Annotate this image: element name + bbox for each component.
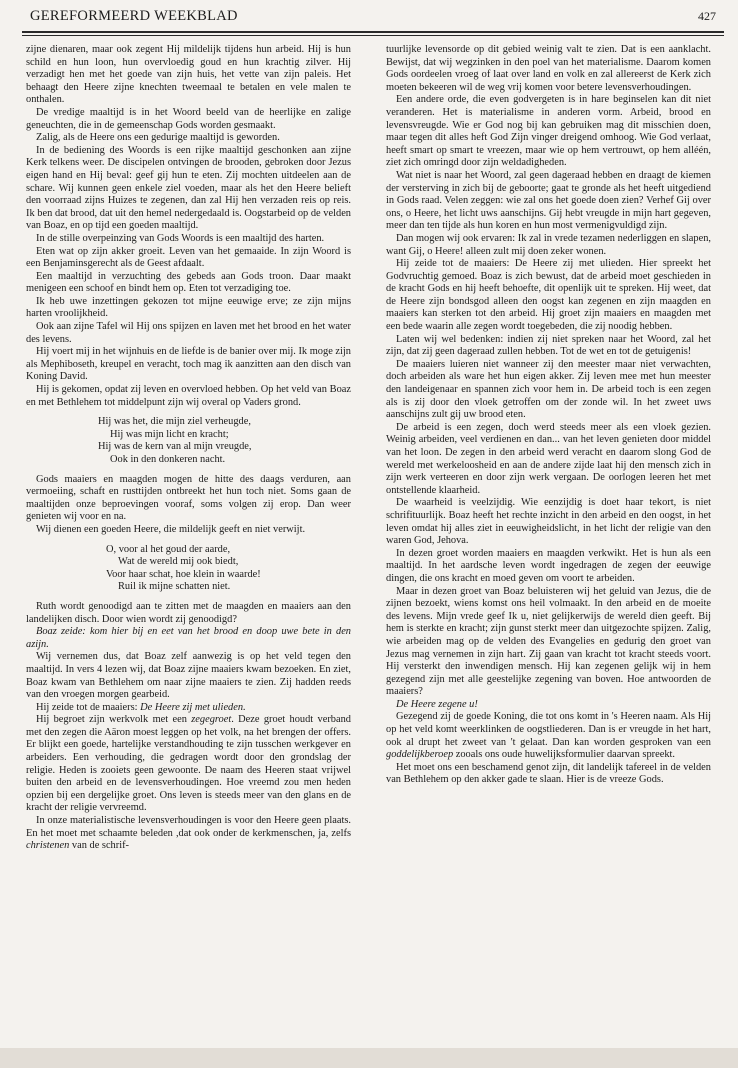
paragraph: De arbeid is een zegen, doch werd steeds meer als een vloek gezien. Weinig arbeiden, veel verdienen en dan... van het leven genieten door middel van het loon. De zegen in den arbeid werd veracht en daarom slong God de wereld met werkeloosheid en aan de andere zijde laat hij den mensch zich in zijn werk verteeren en door zijn werk vergaan. De oorlogen leeren het met ontstellende klaarheid. (386, 421, 711, 496)
text-run: Gezegend zij de goede Koning, die tot ons komt in 's Heeren naam. Als Hij op het veld komt weerklinken de oogstliederen. Dan is er vreugde in het hart, ook al drupt het zweet van 't gelaat. Dan kan worden gesproken van een (386, 711, 711, 748)
verse-line: Hij was het, die mijn ziel verheugde, (98, 416, 251, 428)
paragraph: Wij vernemen dus, dat Boaz zelf aanwezig is op het veld tegen den maaltijd. In vers 4 lezen wij, dat Boaz zijne maaiers kwam bezoeken. En ziet, Boaz kwam van Bethlehem om naar zijne maaiers te zien. Zij hadden reeds van den vroegen morgen gearbeid. (26, 651, 351, 701)
scan-bottom-edge (0, 1048, 738, 1068)
paragraph: Ruth wordt genoodigd aan te zitten met de maagden en maaiers aan den landelijken disch. Door wien wordt zij genoodigd? (26, 600, 351, 625)
paragraph: Wat niet is naar het Woord, zal geen dageraad hebben en draagt de kiemen der versterving in zich bij de geboorte; gaat te gronde als het heeft uitgediend in Gods raad. Velen zeggen: wie zal ons het goede doen zien? Verhef Gij over ons, o Heere, het licht uws aanschijns. Gij hebt vreugde in mijn hart gegeven, meer dan ten tijde als hun koren en hun most vermenigvuldigd zijn. (386, 169, 711, 232)
right-column (386, 44, 711, 787)
paragraph: Eten wat op zijn akker groeit. Leven van het gemaaide. In zijn Woord is een Benjaminsgerecht als de Geest afdaalt. (26, 245, 351, 270)
paragraph: In dezen groet worden maaiers en maagden verkwikt. Het is hun als een maaltijd. In het aardsche leven wordt ingedragen de zegen der eeuwige dingen, die ons kracht en moed geven om voort te arbeiden. (386, 547, 711, 584)
paragraph: De vredige maaltijd is in het Woord beeld van de heerlijke en zalige geneuchten, die in de gemeenschap Gods worden gesmaakt. (26, 106, 351, 131)
paragraph (26, 815, 351, 853)
paragraph: De maaiers luieren niet wanneer zij den meester maar niet verwachten, doch arbeiden als ware het hun eigen akker. Zij leven mee met hun meester den landeigenaar en spannen zich voor hem in. De arbeid toch is een zegen als is zij door den vloek getroffen om der zonde wil. In het zweet uws aanschijns zult gij uw brood eten. (386, 358, 711, 421)
scripture-quote: De Heere zij met ulieden. (140, 701, 246, 713)
verse-stanza-1 (98, 416, 351, 466)
paragraph: Laten wij wel bedenken: indien zij niet spreken naar het Woord, zal het zijn, dat zij geen dageraad zullen hebben. Tot de wet en tot de getuigenis! (386, 333, 711, 358)
paragraph-italic (386, 699, 711, 712)
paragraph (26, 702, 351, 715)
header-rule-thin (22, 35, 724, 36)
running-header (20, 6, 720, 28)
paragraph: Het moet ons een beschamend genot zijn, dit landelijk tafereel in de velden van Bethlehem op den akker gade te slaan. Hier is de vreeze Gods. (386, 761, 711, 786)
paragraph: Een andere orde, die even godvergeten is in hare beginselen kan dit niet veranderen. Het is materialisme in anderen vorm. Arbeid, brood en levensvreugde. Wie er God nog bij kan gebruiken mag dit misschien doen, maar tegen dit alles heft God Zijn vinger dreigend omhoog. Wie God verlaat, heeft smart op smart te vreezen, maar wie op hem vertrouwt, op hem alléén, ziet zich omringd door zijn weldadigheden. (386, 94, 711, 169)
text-run: In onze materialistische levensverhoudingen is voor den Heere geen plaats. En het moet met schaamte beleden ,dat ook onder de kerkmenschen, ja, zelfs (26, 815, 351, 839)
verse-line: Ruil ik mijne schatten niet. (118, 581, 231, 593)
verse-line: Wat de wereld mij ook biedt, (118, 556, 239, 568)
paragraph: Hij is gekomen, opdat zij leven en overvloed hebben. Op het veld van Boaz en met Bethlehem tot middelpunt zijn wij overal op Vaders grond. (26, 384, 351, 408)
emphasis: goddelijkberoep (386, 749, 454, 761)
paragraph: Maar in dezen groet van Boaz beluisteren wij het geluid van Jezus, die de zijnen bezoekt, wiens komst ons heil volmaakt. In den arbeid en de moeite des levens. Mijn vrede geef Ik u, niet gelijkerwijs de wereld dien geeft. Bij hem is sterkte en kracht; zijn gunst sterkt meer dan uitgezochte spijzen. Zalig, wie arbeiden mag op de velden des Evangelies en gedurig den groet van Jezus mag vernemen in zijn hart. Zij gaan van kracht tot kracht steeds voort. Hij versterkt den inwendigen mensch. Hij kan zegenen gelijk wij in hem gezegend zijn met alle geestelijke zegening van boven. Hoe antwoorden de maaiers? (386, 585, 711, 698)
verse-line: Voor haar schat, hoe klein in waarde! (106, 568, 261, 580)
text-run: Hij zeide tot de maaiers: (36, 701, 141, 713)
paragraph: In de stille overpeinzing van Gods Woords is een maaltijd des harten. (36, 232, 325, 244)
scripture-quote: Boaz zeide: kom hier bij en eet van het brood en doop uwe bete in den azijn. (26, 626, 351, 650)
left-column (26, 44, 351, 853)
paragraph: In de bediening des Woords is een rijke maaltijd geschonken aan zijne Kerk telkens weer. De discipelen ontvingen de brooden, gebroken door Jezus eigen hand en Hij beval: geef gij hun te eten. Zij mochten uitdeelen aan de schare. Wij kunnen geen enkele ziel voeden, maar als het den Heere belieft den voorraad zijns Huizes te zegenen, dan zal Hij hen verzaden reis op reis. Ik ben dat brood, dat uit den hemel nedergedaald is. Oogstarbeid op de velden van Boaz, en op tijd een goeden maaltijd. (26, 144, 351, 232)
paragraph: tuurlijke levensorde op dit gebied weinig valt te zien. Dat is een aanklacht. Bewijst, dat wij wegzinken in den poel van het materialisme. Daarom komen Gods oordeelen vroeg of laat over land en volk en zal allereerst de Kerk zich moeten bekeeren wil de weg vrij komen voor betere levensverhoudingen. (386, 44, 711, 93)
journal-title: GEREFORMEERD WEEKBLAD (30, 8, 238, 24)
text-run: . Deze groet houdt verband met den zegen die Aäron moest leggen op het volk, na het brengen der offers. Er blijkt een goede, hartelijke verstandhouding te zijn tusschen werkgever en arbeiders. Een verhouding, die gedragen wordt door den grondslag der religie. Heden is zooiets geen gewoonte. De naam des Heeren staat vrijwel buiten den arbeid en de levensverhoudingen. Hoe vreemd zou men heden opzien bij een dergelijke groet. Ons leven is steeds meer van den glans en de kracht der religie vervreemd. (26, 714, 351, 814)
paragraph: De waarheid is veelzijdig. Wie eenzijdig is doet haar tekort, is niet schrifituurlijk. Boaz heeft het rechte inzicht in den arbeid en den oogst, in het leven omdat hij alles ziet in eeuwigheidslicht, in het licht der religie van den waren God, Jehova. (386, 497, 711, 547)
verse-line: Hij was de kern van al mijn vreugde, (98, 441, 252, 453)
verse-stanza-2 (106, 544, 351, 594)
paragraph: Dan mogen wij ook ervaren: Ik zal in vrede tezamen nederliggen en slapen, want Gij, o Heere! alleen zult mij doen zeker wonen. (386, 232, 711, 257)
paragraph: Een maaltijd in verzuchting des gebeds aan Gods troon. Daar maakt menigeen een schoof en bindt hem op. Eten tot verzadiging toe. (26, 270, 351, 295)
verse-line: Hij was mijn licht en kracht; (110, 428, 229, 440)
paragraph: Wij dienen een goeden Heere, die mildelijk geeft en niet verwijt. (36, 523, 306, 535)
text-run: Hij begroet zijn werkvolk met een (36, 714, 192, 726)
paragraph: Gods maaiers en maagden mogen de hitte des daags verduren, aan vermoeiing, schaft en rusttijden ontbreekt het hun toch niet. Soms gaan de maaltijden onze beproevingen vooraf, soms volgen zij erop. Dan weer genieten wij voor en na. (26, 473, 351, 523)
scripture-quote: De Heere zegene u! (396, 698, 478, 710)
text-run: zooals ons oude huwelijksformulier daarvan spreekt. (453, 749, 676, 761)
emphasis: zegegroet (191, 714, 232, 726)
verse-line: O, voor al het goud der aarde, (106, 543, 231, 555)
paragraph: Zalig, als de Heere ons een gedurige maaltijd is geworden. (36, 132, 280, 144)
header-rule-thick (22, 31, 724, 33)
paragraph: Ik heb uwe inzettingen gekozen tot mijne eeuwige erve; ze zijn mijns harten vroolijkheid. (26, 295, 351, 320)
paragraph: Hij voert mij in het wijnhuis en de liefde is de banier over mij. Ik moge zijn als Mephiboseth, kreupel en veracht, toch mag ik aanzitten aan den disch van Koning David. (26, 346, 351, 383)
emphasis: christenen (26, 840, 70, 852)
paragraph: Ook aan zijne Tafel wil Hij ons spijzen en laven met het brood en het water des levens. (26, 321, 351, 345)
paragraph (26, 714, 351, 815)
verse-line: Ook in den donkeren nacht. (110, 454, 226, 465)
paragraph: Hij zeide tot de maaiers: De Heere zij met ulieden. Hier spreekt het Godvruchtig gemoed. Boaz is zich bewust, dat de arbeid moet geschieden in de kracht Gods en hij heeft behoefte, dit openlijk uit te spreken. Hij weet, dat de Heere zijn bondsgod alleen den oogst kan zegenen en zijn maagden en maaiers kan sterken tot den arbeid. Hij groet zijn maaiers en maagden met een bede waarin alle zegen wordt toegebeden, die zij noodig hebben. (386, 258, 711, 333)
paragraph-italic (26, 626, 351, 651)
paragraph (386, 711, 711, 761)
page-number: 427 (698, 9, 716, 23)
paragraph: zijne dienaren, maar ook zegent Hij mildelijk tijdens hun arbeid. Hij is hun schild en hun loon, hun overvloedig goud en hun krachtig zilver. Hij verzadigt hen met het goede van zijn huis, het vette van zijn paleis. Het behaagt den Heere zijne knechten tweemaal te betalen en vele malen te onthalen. (26, 44, 351, 106)
text-run: van de schrif- (69, 840, 130, 852)
